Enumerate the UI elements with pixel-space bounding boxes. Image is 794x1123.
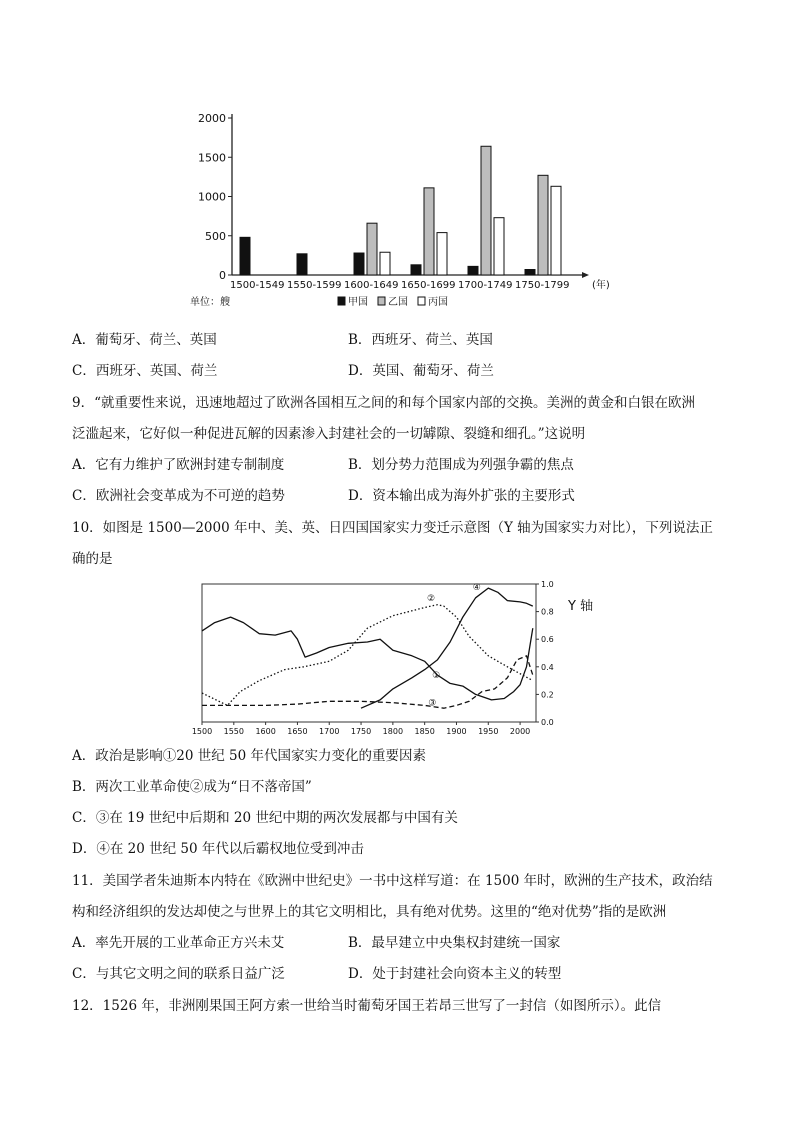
bar-甲国-1600-1649 [354, 253, 364, 275]
q11-option-c[interactable]: C．与其它文明之间的联系日益广泛 [72, 966, 285, 982]
series-line-② [202, 605, 533, 706]
bar-chart-svg [190, 100, 620, 320]
line-x-tick-label: 1500 [191, 727, 213, 736]
q11-stem-line-1: 11．美国学者朱迪斯本内特在《欧洲中世纪史》一书中这样写道：在 1500 年时，欧洲的生产技术，政治结 [72, 873, 713, 889]
line-x-tick-label: 1650 [287, 727, 308, 736]
series-line-④ [361, 588, 533, 708]
q10-option-c[interactable]: C．③在 19 世纪中后期和 20 世纪中期的两次发展都与中国有关 [72, 810, 458, 826]
series-line-① [202, 617, 533, 700]
bar-甲国-1650-1699 [411, 265, 421, 275]
line-x-tick-label: 1550 [223, 727, 244, 736]
bar-甲国-1700-1749 [468, 266, 478, 275]
line-x-tick-label: 1600 [255, 727, 276, 736]
line-x-tick-label: 1950 [478, 727, 499, 736]
bar-x-tick-label: 1600-1649 [344, 280, 399, 291]
series-label-②: ② [426, 593, 436, 604]
line-y-tick-label: 0.4 [541, 662, 554, 672]
bar-x-tick-label: 1650-1699 [401, 280, 456, 291]
bar-y-tick-label: 1000 [198, 190, 226, 204]
bar-甲国-1750-1799 [525, 270, 535, 275]
bar-x-unit-label: (年) [592, 280, 610, 291]
bar-丙国-1700-1749 [494, 218, 504, 275]
series-label-①: ① [432, 671, 441, 682]
bar-甲国-1500-1549 [240, 237, 250, 275]
q9-stem-line-1: 9．“就重要性来说，迅速地超过了欧洲各国相互之间的和每个国家内部的交换。美洲的黄金和白银在欧洲 [72, 395, 695, 411]
bar-丙国-1750-1799 [551, 186, 561, 275]
bar-乙国-1650-1699 [424, 188, 434, 275]
line-y-tick-label: 0.6 [541, 635, 554, 645]
q10-option-b[interactable]: B．两次工业革命使②成为“日不落帝国” [72, 779, 312, 795]
q9-option-d[interactable]: D．资本输出成为海外扩张的主要形式 [348, 488, 575, 504]
national-strength-line-chart [191, 578, 604, 736]
line-x-tick-label: 1750 [350, 727, 372, 736]
bar-y-tick-label: 2000 [198, 112, 226, 125]
q9-option-c[interactable]: C．欧洲社会变革成为不可逆的趋势 [72, 488, 285, 504]
legend-swatch-甲国 [338, 297, 345, 305]
bar-x-axis-arrow [582, 272, 589, 278]
bar-x-tick-label: 1700-1749 [458, 280, 513, 291]
legend-label-丙国: 丙国 [428, 297, 448, 308]
bar-y-tick-label: 0 [219, 269, 226, 282]
series-label-③: ③ [428, 698, 437, 709]
q10-option-d[interactable]: D．④在 20 世纪 50 年代以后霸权地位受到冲击 [72, 841, 364, 857]
bar-y-tick-label: 500 [205, 229, 226, 243]
bar-x-tick-label: 1500-1549 [230, 280, 285, 291]
bar-丙国-1650-1699 [437, 233, 447, 275]
series-label-④: ④ [472, 582, 481, 593]
legend-label-乙国: 乙国 [388, 297, 408, 308]
q8-option-c[interactable]: C．西班牙、英国、荷兰 [72, 363, 218, 379]
line-x-tick-label: 1850 [414, 727, 435, 736]
bar-甲国-1550-1599 [297, 254, 307, 275]
bar-y-tick-label: 1500 [198, 151, 226, 165]
bar-乙国-1700-1749 [481, 146, 491, 275]
bar-乙国-1600-1649 [367, 223, 377, 275]
q9-option-b[interactable]: B．划分势力范围成为列强争霸的焦点 [348, 457, 574, 473]
line-y-axis-label: Y 轴 [568, 599, 594, 614]
legend-swatch-乙国 [378, 297, 385, 305]
series-line-③ [202, 656, 533, 708]
legend-swatch-丙国 [418, 297, 425, 305]
line-chart-svg [191, 578, 604, 736]
q9-option-a[interactable]: A．它有力维护了欧洲封建专制制度 [72, 457, 285, 473]
bar-丙国-1600-1649 [380, 252, 390, 275]
line-y-tick-label: 1.0 [541, 580, 554, 589]
line-x-tick-label: 1900 [446, 727, 467, 736]
q8-option-a[interactable]: A．葡萄牙、荷兰、英国 [72, 332, 217, 348]
q10-stem-line-2: 确的是 [72, 551, 113, 567]
q11-option-d[interactable]: D．处于封建社会向资本主义的转型 [348, 966, 562, 982]
q9-stem-line-2: 泛滥起来，它好似一种促进瓦解的因素渗入封建社会的一切罅隙、裂缝和细孔。”这说明 [72, 426, 586, 442]
q8-option-d[interactable]: D．英国、葡萄牙、荷兰 [348, 363, 494, 379]
legend-label-甲国: 甲国 [348, 297, 368, 308]
line-y-tick-label: 0.0 [541, 718, 554, 727]
line-x-tick-label: 1800 [382, 727, 404, 736]
bar-x-tick-label: 1550-1599 [287, 280, 342, 291]
bar-乙国-1750-1799 [538, 175, 548, 275]
q10-option-a[interactable]: A．政治是影响①20 世纪 50 年代国家实力变化的重要因素 [72, 748, 426, 764]
q11-option-b[interactable]: B．最早建立中央集权封建统一国家 [348, 935, 561, 951]
bar-y-unit-label: 单位：艘 [190, 297, 230, 308]
q8-option-b[interactable]: B．西班牙、荷兰、英国 [348, 332, 493, 348]
ship-count-bar-chart [190, 100, 620, 320]
q12-stem-line-1: 12．1526 年，非洲刚果国王阿方索一世给当时葡萄牙国王若昂三世写了一封信（如图所示）。此信 [72, 998, 662, 1014]
line-x-tick-label: 2000 [509, 727, 531, 736]
line-y-tick-label: 0.8 [541, 607, 554, 617]
q11-stem-line-2: 构和经济组织的发达却使之与世界上的其它文明相比，具有绝对优势。这里的“绝对优势”指的是欧洲 [72, 904, 667, 920]
bar-x-tick-label: 1750-1799 [515, 280, 570, 291]
q11-option-a[interactable]: A．率先开展的工业革命正方兴未艾 [72, 935, 285, 951]
q10-stem-line-1: 10．如图是 1500—2000 年中、美、英、日四国国家实力变迁示意图（Y 轴为国家实力对比），下列说法正 [72, 520, 713, 536]
line-x-tick-label: 1700 [319, 727, 340, 736]
line-y-tick-label: 0.2 [541, 690, 554, 700]
